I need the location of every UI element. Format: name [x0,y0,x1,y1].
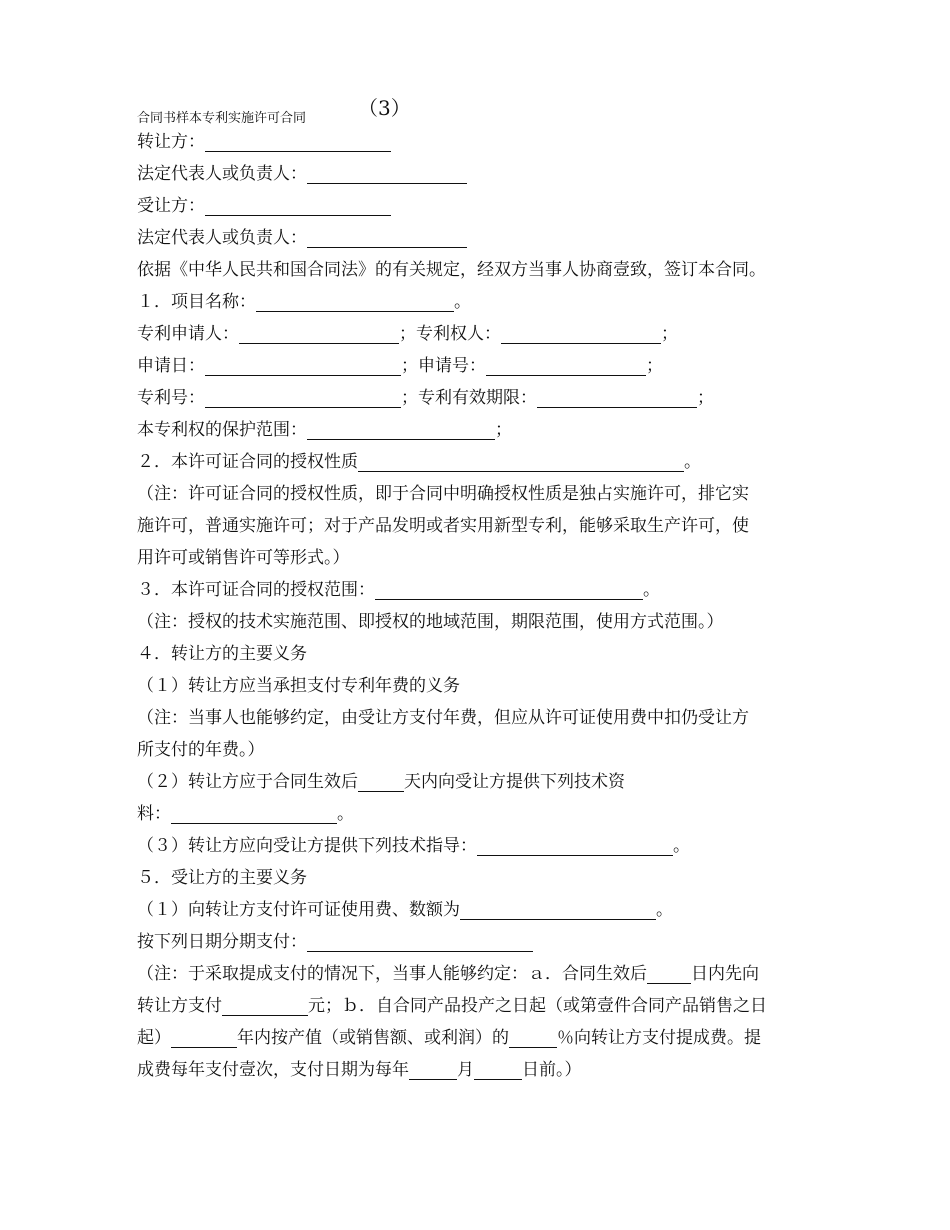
line-legal-rep-2 [137,224,467,252]
label-validity-period: ；专利有效期限： [401,388,537,408]
label-application-number: ；申请号： [401,356,486,376]
note-line: （注：许可证合同的授权性质，即于合同中明确授权性质是独占实施许可，排它实 [137,484,749,504]
label-project-name: １．项目名称： [137,292,256,312]
blank-project-name[interactable] [256,289,454,312]
blank-application-date[interactable] [205,353,401,376]
blank-application-number[interactable] [486,353,646,376]
note-line: （注：当事人也能够约定，由受让方支付年费，但应从许可证使用费中扣仍受让方 [137,708,749,728]
section-4-heading: ４．转让方的主要义务 [137,644,307,664]
label-transferor: 转让方： [137,132,205,152]
blank-license-nature[interactable] [358,449,684,472]
blank-technical-materials[interactable] [171,801,337,824]
section-2-heading: ２．本许可证合同的授权性质 。 [137,448,701,476]
label-transferee: 受让方： [137,196,205,216]
label-patent-applicant: 专利申请人： [137,324,239,344]
blank-protection-scope[interactable] [307,417,495,440]
label-protection-scope: 本专利权的保护范围： [137,420,307,440]
blank-years[interactable] [171,1025,237,1048]
line-protection-scope: 本专利权的保护范围： ； [137,416,512,444]
blank-percent[interactable] [509,1025,557,1048]
note-line: 施许可，普通实施许可；对于产品发明或者实用新型专利，能够采取生产许可，使 [137,516,749,536]
section-3-heading: ３．本许可证合同的授权范围： 。 [137,576,660,604]
blank-day[interactable] [474,1057,522,1080]
label-legal-rep-1: 法定代表人或负责人： [137,164,307,184]
note-royalty-4: 成费每年支付壹次，支付日期为每年 月 日前。） [137,1056,582,1084]
blank-legal-rep-1[interactable] [307,161,467,184]
label-license-scope: ３．本许可证合同的授权范围： [137,580,375,600]
line-patent-number: 专利号： ；专利有效期限： ； [137,384,714,412]
line-installments: 按下列日期分期支付： [137,928,533,956]
blank-days-after-effect[interactable] [647,961,691,984]
clause-4-1: （１）转让方应当承担支付专利年费的义务 [137,676,460,696]
clause-4-2: （２）转让方应于合同生效后 天内向受让方提供下列技术资 [137,768,625,796]
note-line: （注：授权的技术实施范围、即授权的地域范围，期限范围，使用方式范围。） [137,612,724,632]
preamble: 依据《中华人民共和国合同法》的有关规定，经双方当事人协商壹致，签订本合同。 [137,260,766,280]
blank-month[interactable] [409,1057,457,1080]
section-5-heading: ５．受让方的主要义务 [137,868,307,888]
note-royalty-1: （注：于采取提成支付的情况下，当事人能够约定：ａ．合同生效后 日内先向 [137,960,759,988]
clause-4-3: （３）转让方应向受让方提供下列技术指导： 。 [137,832,690,860]
label-license-nature: ２．本许可证合同的授权性质 [137,452,358,472]
document-title: 合同书样本专利实施许可合同 [137,111,307,126]
blank-patent-applicant[interactable] [239,321,399,344]
line-legal-rep-1 [137,160,467,188]
line-transferor [137,128,391,156]
document-number: （3） [358,96,411,120]
clause-5-1: （１）向转让方支付许可证使用费、数额为 。 [137,896,673,924]
blank-license-scope[interactable] [375,577,643,600]
blank-legal-rep-2[interactable] [307,225,467,248]
label-patent-holder: ；专利权人： [399,324,501,344]
note-line: 所支付的年费。） [137,740,265,760]
label-application-date: 申请日： [137,356,205,376]
line-transferee [137,192,391,220]
line-applicant-holder: 专利申请人： ；专利权人： ； [137,320,678,348]
blank-technical-guidance[interactable] [477,833,673,856]
label-patent-number: 专利号： [137,388,205,408]
blank-license-fee[interactable] [460,897,656,920]
note-royalty-2: 转让方支付 元；ｂ．自合同产品投产之日起（或第壹件合同产品销售之日 [137,992,767,1020]
clause-4-2-cont: 料： 。 [137,800,354,828]
line-project-name: １．项目名称： 。 [137,288,471,316]
note-line: 用许可或销售许可等形式。） [137,548,350,568]
line-application: 申请日： ；申请号： ； [137,352,663,380]
blank-transferor[interactable] [205,129,391,152]
blank-transferee[interactable] [205,193,391,216]
label-legal-rep-2: 法定代表人或负责人： [137,228,307,248]
blank-patent-holder[interactable] [501,321,661,344]
note-royalty-3: 起） 年内按产值（或销售额、或利润）的 ％向转让方支付提成费。提 [137,1024,761,1052]
blank-installment-dates[interactable] [307,929,533,952]
blank-validity-period[interactable] [537,385,697,408]
blank-initial-payment[interactable] [222,993,308,1016]
blank-patent-number[interactable] [205,385,401,408]
blank-days[interactable] [358,769,404,792]
